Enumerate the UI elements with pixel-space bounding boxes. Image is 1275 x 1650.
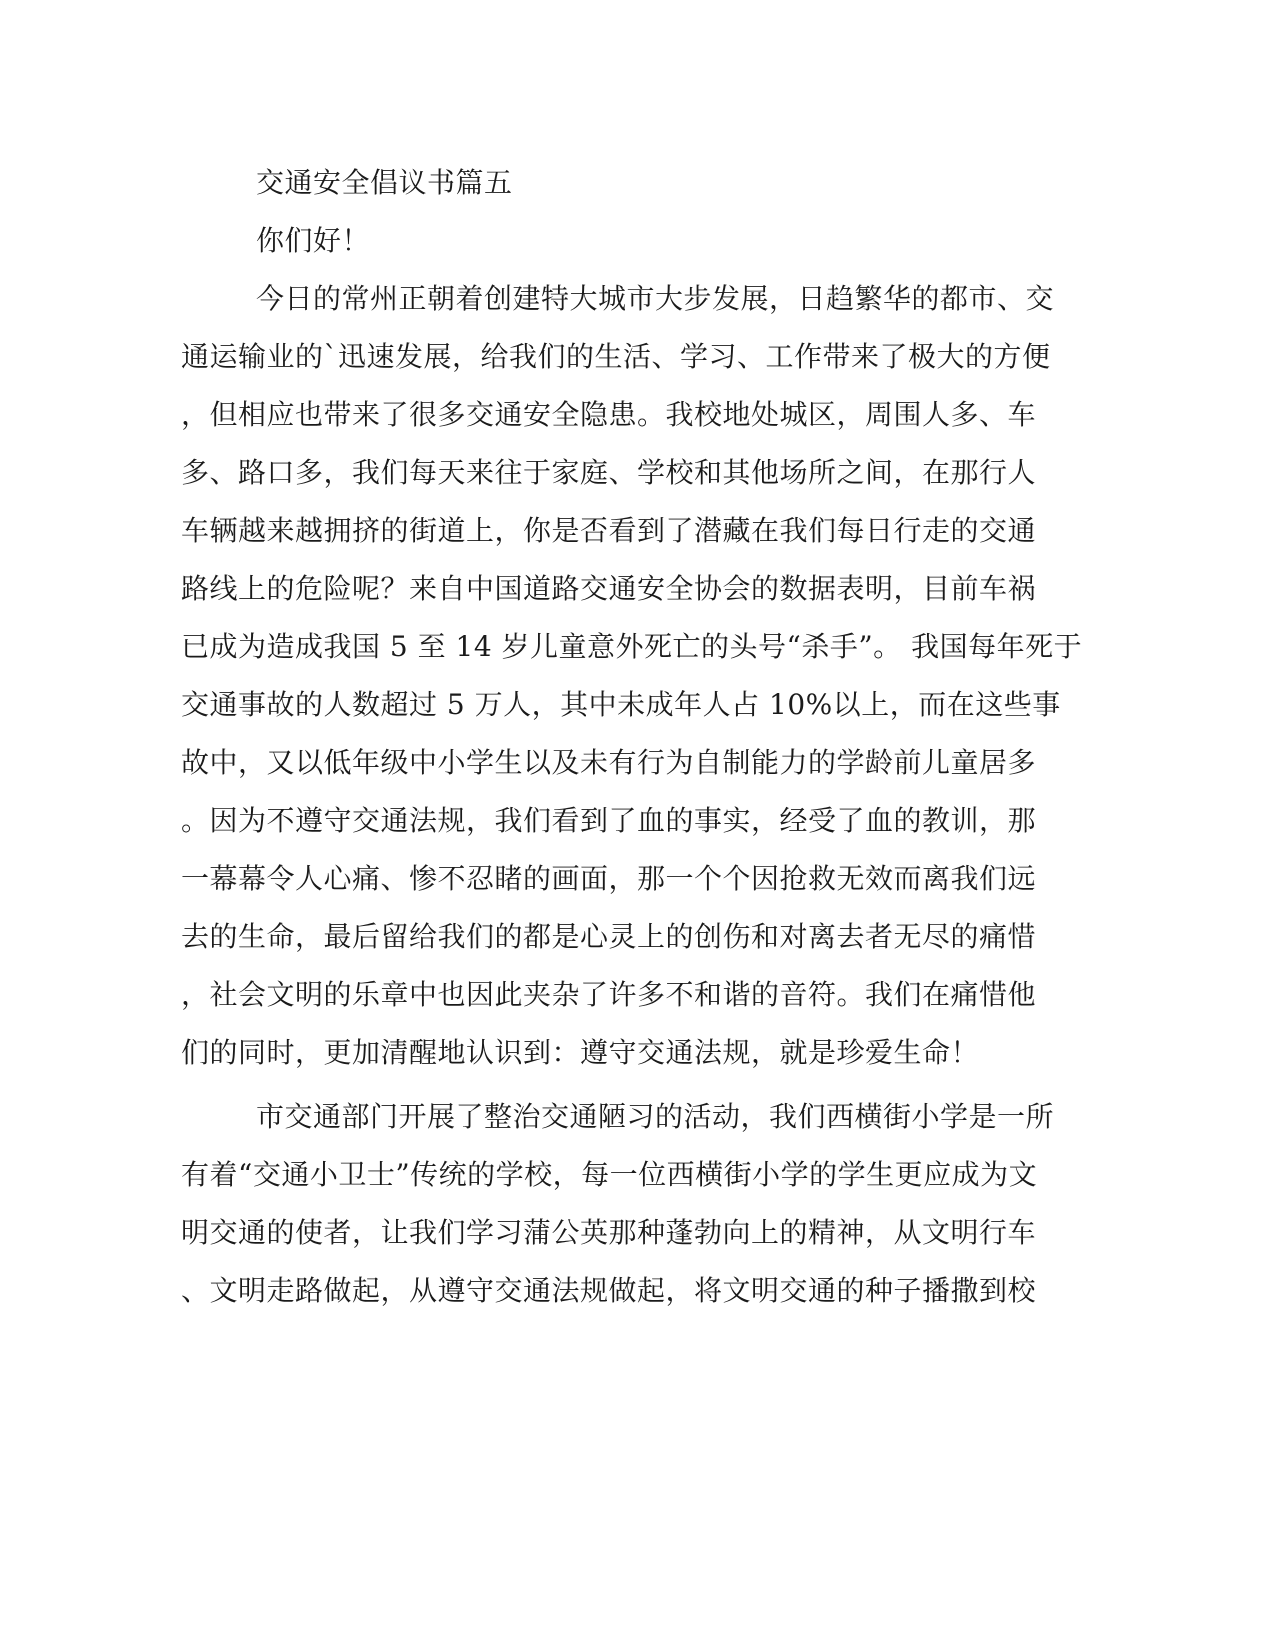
paragraph-line: ，社会文明的乐章中也因此夹杂了许多不和谐的音符。我们在痛惜他 [181, 978, 1037, 1011]
paragraph-line: 今日的常州正朝着创建特大城市大步发展，日趋繁华的都市、交 [256, 282, 1055, 315]
paragraph-line: 、文明走路做起，从遵守交通法规做起，将文明交通的种子播撒到校 [181, 1274, 1037, 1307]
paragraph-line: 市交通部门开展了整治交通陋习的活动，我们西横街小学是一所 [256, 1100, 1055, 1133]
paragraph-line: 去的生命，最后留给我们的都是心灵上的创伤和对离去者无尽的痛惜 [181, 920, 1037, 953]
paragraph-line: 通运输业的`迅速发展，给我们的生活、学习、工作带来了极大的方便 [181, 340, 1051, 373]
paragraph-line: 们的同时，更加清醒地认识到：遵守交通法规，就是珍爱生命！ [181, 1036, 980, 1069]
paragraph-line: 一幕幕令人心痛、惨不忍睹的画面，那一个个因抢救无效而离我们远 [181, 862, 1037, 895]
paragraph-line: 。因为不遵守交通法规，我们看到了血的事实，经受了血的教训，那 [181, 804, 1037, 837]
paragraph-line: 故中，又以低年级中小学生以及未有行为自制能力的学龄前儿童居多 [181, 746, 1037, 779]
paragraph-line: 已成为造成我国 5 至 14 岁儿童意外死亡的头号“杀手”。 我国每年死于 [181, 630, 1083, 663]
paragraph-line: 有着“交通小卫士”传统的学校，每一位西横街小学的学生更应成为文 [181, 1158, 1038, 1191]
document-title: 交通安全倡议书篇五 [256, 166, 513, 199]
paragraph-line: ，但相应也带来了很多交通安全隐患。我校地处城区，周围人多、车 [181, 398, 1037, 431]
greeting: 你们好！ [256, 224, 371, 257]
paragraph-line: 多、路口多，我们每天来往于家庭、学校和其他场所之间，在那行人 [181, 456, 1037, 489]
paragraph-line: 车辆越来越拥挤的街道上，你是否看到了潜藏在我们每日行走的交通 [181, 514, 1037, 547]
paragraph-line: 路线上的危险呢？来自中国道路交通安全协会的数据表明，目前车祸 [181, 572, 1037, 605]
paragraph-line: 明交通的使者，让我们学习蒲公英那种蓬勃向上的精神，从文明行车 [181, 1216, 1037, 1249]
paragraph-line: 交通事故的人数超过 5 万人，其中未成年人占 10%以上，而在这些事 [181, 688, 1061, 721]
